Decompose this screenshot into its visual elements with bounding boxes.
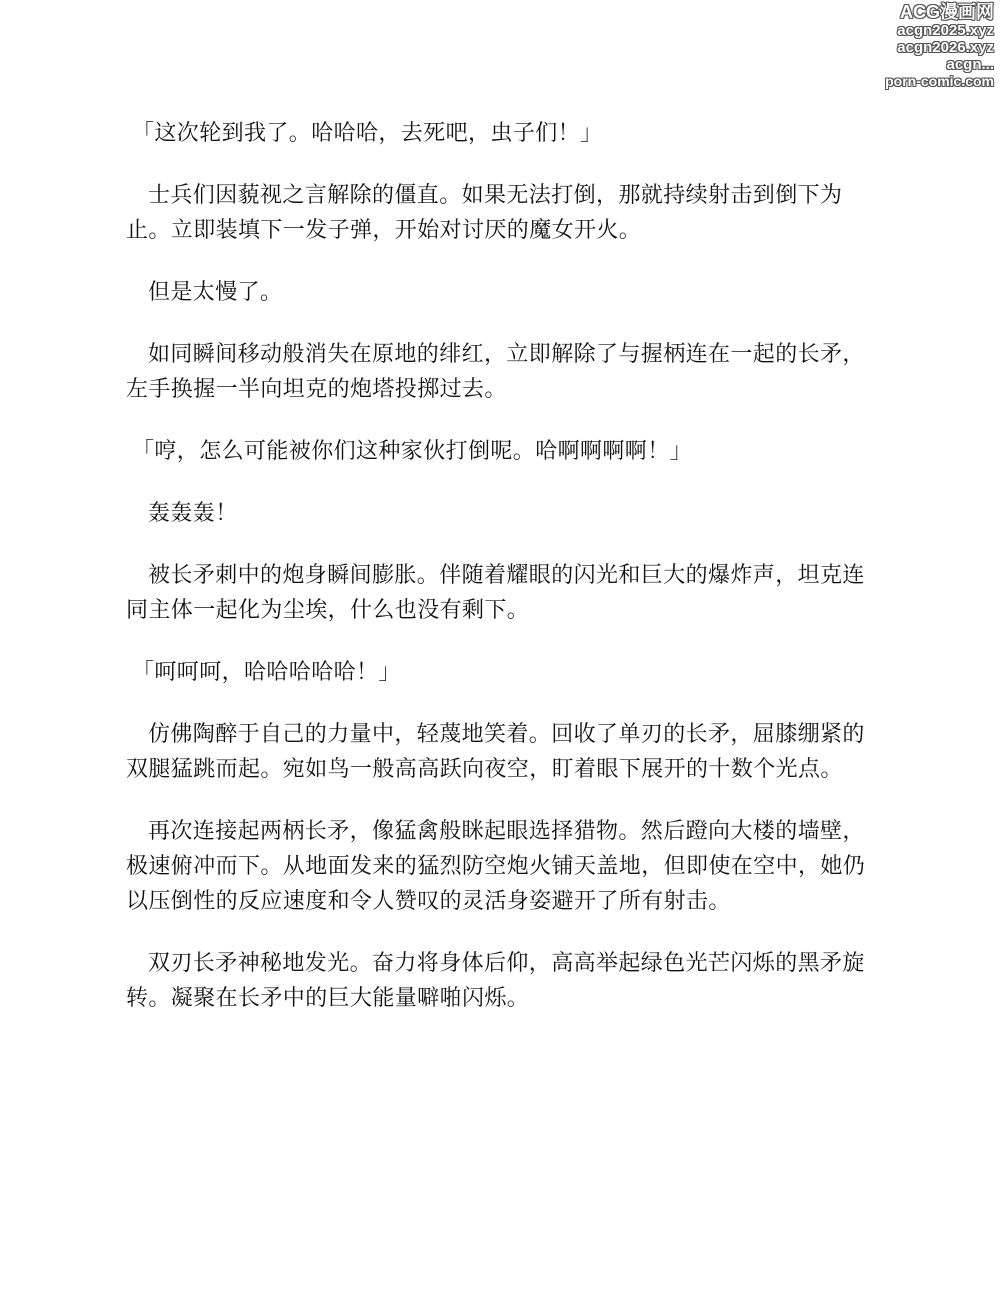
paragraph-sound-effect: 轰轰轰！ — [148, 501, 238, 526]
paragraph-dialogue: 「哼，怎么可能被你们这种家伙打倒呢。哈啊啊啊啊！」 — [132, 439, 693, 464]
watermark-mirror-1: acgn2025.xyz — [897, 22, 994, 39]
novel-text-body — [126, 116, 866, 1043]
paragraph-dialogue: 「呵呵呵，哈哈哈哈哈！」 — [132, 660, 401, 685]
paragraph: 仿佛陶醉于自己的力量中，轻蔑地笑着。回收了单刃的长矛，屈膝绷紧的双腿猛跳而起。宛如鸟一般高高跃向夜空，盯着眼下展开的十数个光点。 — [126, 722, 865, 782]
watermark-site-name: ACG漫画网 — [900, 2, 994, 22]
paragraph: 但是太慢了。 — [148, 280, 283, 305]
watermark-mirror-4: porn-comic.com — [885, 73, 994, 89]
site-watermark — [844, 2, 994, 90]
paragraph-dialogue: 「这次轮到我了。哈哈哈，去死吧，虫子们！」 — [132, 121, 603, 146]
paragraph: 双刃长矛神秘地发光。奋力将身体后仰，高高举起绿色光芒闪烁的黑矛旋转。凝聚在长矛中的巨大能量噼啪闪烁。 — [126, 951, 865, 1011]
paragraph: 士兵们因藐视之言解除的僵直。如果无法打倒，那就持续射击到倒下为止。立即装填下一发子弹，开始对讨厌的魔女开火。 — [126, 183, 843, 243]
paragraph: 如同瞬间移动般消失在原地的绯红，立即解除了与握柄连在一起的长矛，左手换握一半向坦克的炮塔投掷过去。 — [126, 342, 865, 402]
paragraph: 被长矛刺中的炮身瞬间膨胀。伴随着耀眼的闪光和巨大的爆炸声，坦克连同主体一起化为尘埃，什么也没有剩下。 — [126, 563, 865, 623]
paragraph: 再次连接起两柄长矛，像猛禽般眯起眼选择猎物。然后蹬向大楼的墙壁，极速俯冲而下。从地面发来的猛烈防空炮火铺天盖地，但即使在空中，她仍以压倒性的反应速度和令人赞叹的灵活身姿避开了所有射击。 — [126, 819, 866, 914]
watermark-mirror-2: acgn2026.xyz — [897, 39, 994, 56]
watermark-mirror-3: acgn... — [946, 56, 994, 73]
